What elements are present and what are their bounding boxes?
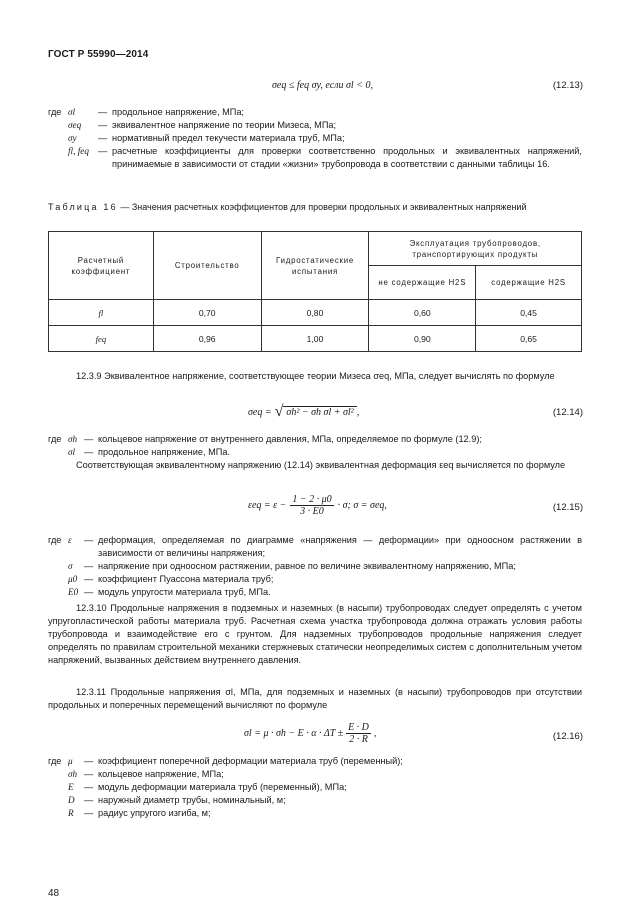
legend-dash: — [84,808,94,819]
legend-text: кольцевое напряжение от внутреннего давления, МПа, определяемое по формуле (12.9); [98,434,482,444]
equation-tail: , [356,406,360,418]
legend-symbol: D [68,795,75,806]
table-cell: 0,60 [369,300,476,326]
equation-number-12-15: (12.15) [552,502,583,513]
legend-dash: — [84,447,94,458]
legend-text: кольцевое напряжение, МПа; [98,769,224,780]
table-header-with-h2s: содержащие H2S [476,266,582,300]
legend-row [48,768,582,781]
legend-row [48,807,582,820]
table-cell: 0,45 [476,300,582,326]
coefficients-table [48,231,582,352]
legend-dash: — [84,769,94,780]
legend-where: где [48,535,62,545]
legend-text: модуль упругости материала труб, МПа. [98,587,271,598]
legend-symbol: E0 [68,587,79,598]
equation-radicand: σh² − σh σl + σl² [283,406,356,418]
legend-dash: — [98,146,108,157]
equation-lhs: σeq = [248,406,272,418]
legend-dash: — [98,120,108,131]
legend-dash: — [84,587,94,598]
legend-dash: — [84,434,94,444]
legend-text: расчетные коэффициенты для проверки соответственно продольных и эквивалентных напряжений, принимаемые в зависимости от стадии «жизни» трубопровода в соответствии с данными таблицы 16. [112,146,582,170]
equation-12-16 [244,722,376,745]
legend-symbol: R [68,808,74,819]
legend-symbol: fl, feq [68,146,89,157]
legend-dash: — [84,756,94,766]
legend-symbol: μ [68,756,73,766]
page-number: 48 [48,888,60,899]
legend-text: модуль деформации материала труб (переменный), МПа; [98,782,347,793]
legend-dash: — [98,107,108,117]
sqrt-icon: √ [274,403,284,420]
equation-12-15 [248,494,387,517]
legend-text: коэффициент Пуассона материала труб; [98,574,274,585]
legend-row [48,433,582,446]
legend-row [48,560,582,573]
legend-text: эквивалентное напряжение по теории Мизеса, МПа; [112,120,337,131]
equation-lhs: εeq = ε − [248,500,287,511]
legend-row [48,446,582,459]
legend-row [48,794,582,807]
legend-symbol: σh [68,434,78,444]
equation-12-13: σeq ≤ feq σy, если σl < 0, [272,80,373,91]
equation-number-12-16: (12.16) [552,731,583,742]
table-cell: 0,80 [261,300,369,326]
table-header-no-h2s: не содержащие H2S [369,266,476,300]
legend-symbols-3 [48,534,582,599]
legend-row [48,781,582,794]
table-caption [48,201,582,213]
legend-dash: — [84,561,94,572]
legend-text: радиус упругого изгиба, м; [98,808,211,819]
table-caption-label: Таблица 16 [48,202,118,212]
paragraph-equivalent-strain: Соответствующая эквивалентному напряжению (12.14) эквивалентная деформация εeq вычисляется по формуле [76,460,566,470]
legend-row [48,534,582,560]
table-header-coef: Расчетный коэффициент [49,232,154,300]
legend-row [48,755,582,768]
legend-dash: — [84,795,94,806]
legend-symbol: E [68,782,74,793]
table-cell: fl [49,300,154,326]
legend-dash: — [84,535,94,545]
table-header-hydro: Гидростатические испытания [261,232,369,300]
legend-row [48,573,582,586]
table-row [49,300,582,326]
legend-symbol: σy [68,133,77,144]
equation-tail: , [373,728,377,739]
legend-symbols-1 [48,106,582,171]
equation-12-14 [248,403,359,421]
equation-lhs: σl = μ · σh − E · α · ΔT ± [244,728,344,739]
table-cell: 1,00 [261,326,369,352]
equation-fraction [346,722,371,745]
legend-symbols-2 [48,433,582,459]
table-cell: 0,70 [153,300,261,326]
document-header: ГОСТ Р 55990—2014 [48,49,149,60]
table-header-exploit: Эксплуатация трубопроводов, транспортирующих продукты [369,232,582,266]
table-cell: 0,90 [369,326,476,352]
legend-row [48,106,582,119]
legend-row [48,132,582,145]
legend-row [48,145,582,171]
fraction-denominator: 2 · R [349,734,368,745]
legend-text: продольное напряжение, МПа. [98,447,230,458]
table-cell: 0,65 [476,326,582,352]
paragraph-12-3-10: 12.3.10 Продольные напряжения в подземных и наземных (в насыпи) трубопроводах следует определять с учетом упругопластической работы материала труб. Расчетная схема участка трубопровода должна отражать условия работы трубопровода и взаимодействие его с грунтом. Для надземных трубопроводов продольные напряжения следует определять по правилам строительной механики стержневых статически неопределимых систем с дополнительным учетом напряжений, вызванных действием внутреннего давления. [48,603,582,666]
legend-symbol: σ [68,561,73,572]
table-header-build: Строительство [153,232,261,300]
table-cell: feq [49,326,154,352]
equation-number-12-14: (12.14) [552,407,583,418]
legend-text: напряжение при одноосном растяжении, равное по величине эквивалентному напряжению, МПа; [98,561,516,572]
legend-symbol: σh [68,769,78,780]
fraction-numerator: E · D [348,722,369,733]
legend-row [48,586,582,599]
legend-text: наружный диаметр трубы, номинальный, м; [98,795,286,806]
legend-symbol: σl [68,447,76,458]
legend-text: нормативный предел текучести материала труб, МПа; [112,133,345,144]
legend-where: где [48,107,62,117]
legend-dash: — [84,782,94,793]
legend-symbol: σl [68,107,76,117]
legend-symbol: μ0 [68,574,78,585]
legend-text: коэффициент поперечной деформации материала труб (переменный); [98,756,403,766]
paragraph-12-3-11: 12.3.11 Продольные напряжения σl, МПа, для подземных и наземных (в насыпи) трубопроводов при отсутствии продольных и поперечных перемещений вычисляют по формуле [48,687,582,711]
legend-text: продольное напряжение, МПа; [112,107,244,117]
fraction-numerator: 1 − 2 · μ0 [292,494,332,505]
equation-tail: · σ; σ = σeq, [337,500,387,511]
legend-text: деформация, определяемая по диаграмме «напряжения — деформации» при одноосном растяжении в зависимости от величины напряжения; [98,535,582,559]
equation-fraction [290,494,333,517]
table-cell: 0,96 [153,326,261,352]
table-caption-text: — Значения расчетных коэффициентов для проверки продольных и эквивалентных напряжений [120,202,527,212]
legend-where: где [48,756,62,766]
legend-symbols-4 [48,755,582,820]
legend-dash: — [98,133,108,144]
equation-number-12-13: (12.13) [552,80,583,91]
legend-row [48,119,582,132]
legend-dash: — [84,574,94,585]
table-row [49,326,582,352]
legend-where: где [48,434,62,444]
paragraph-12-3-9: 12.3.9 Эквивалентное напряжение, соответствующее теории Мизеса σeq, МПа, следует вычислять по формуле [76,371,555,381]
fraction-denominator: 3 · E0 [300,506,324,517]
legend-symbol: σeq [68,120,82,131]
legend-symbol: ε [68,535,72,545]
